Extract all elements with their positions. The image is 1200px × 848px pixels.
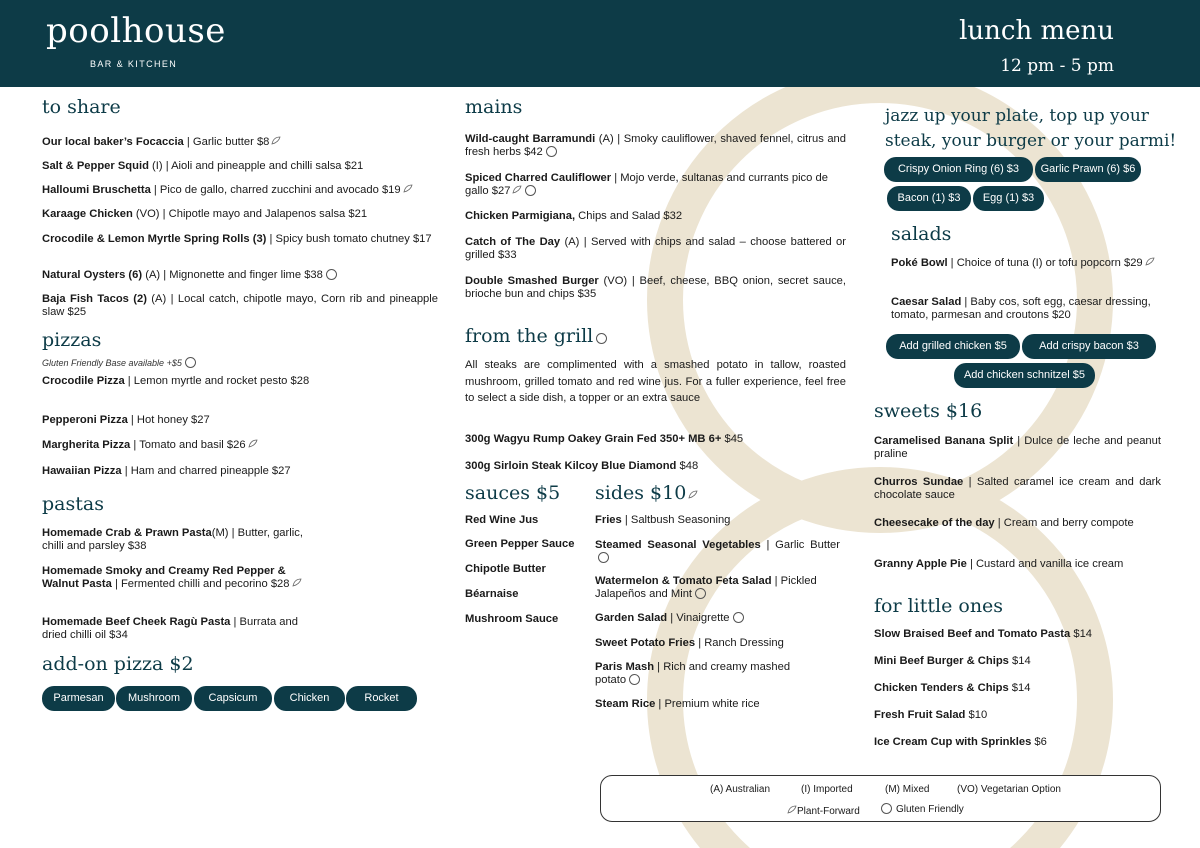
menu-item: Caesar Salad | Baby cos, soft egg, caesar dressing, tomato, parmesan and croutons $20	[891, 296, 1151, 321]
menu-item: Hawaiian Pizza | Ham and charred pineapple $27	[42, 465, 291, 477]
menu-item: Paris Mash | Rich and creamy mashed potato	[595, 661, 791, 686]
menu-item: Salt & Pepper Squid (I) | Aioli and pineapple and chilli salsa $21	[42, 160, 364, 172]
menu-item: Baja Fish Tacos (2) (A) | Local catch, chipotle mayo, Corn rib and pineapple slaw $25	[42, 293, 438, 318]
section-heading-salads: salads	[891, 223, 952, 245]
menu-item: Karaage Chicken (VO) | Chipotle mayo and Jalapenos salsa $21	[42, 208, 368, 220]
legend-gluten-friendly: Gluten Friendly	[878, 803, 964, 815]
menu-item: Chicken Tenders & Chips $14	[874, 682, 1031, 694]
sauce-item: Green Pepper Sauce	[465, 538, 575, 550]
menu-item: Chicken Parmigiana, Chips and Salad $32	[465, 210, 683, 222]
menu-item: Poké Bowl | Choice of tuna (I) or tofu popcorn $29	[891, 257, 1159, 270]
sauce-item: Mushroom Sauce	[465, 613, 559, 625]
menu-item: Homemade Beef Cheek Ragù Pasta | Burrata and dried chilli oil $34	[42, 616, 298, 641]
addon-pizza-option[interactable]: Capsicum	[194, 686, 272, 711]
left-column	[42, 97, 438, 119]
salad-addon-option[interactable]: Add chicken schnitzel $5	[954, 363, 1095, 388]
legend-plant-forward: Plant-Forward	[785, 805, 860, 817]
salad-addon-option[interactable]: Add grilled chicken $5	[886, 334, 1020, 359]
menu-item: Homemade Crab & Prawn Pasta(M) | Butter, garlic, chilli and parsley $38	[42, 527, 303, 552]
menu-item: Our local baker’s Focaccia | Garlic butter $8	[42, 136, 281, 149]
gluten-friendly-icon	[881, 803, 892, 814]
grill-intro: All steaks are complimented with a smashed potato in tallow, roasted mushroom, grilled tomato and red wine jus. For a fuller experience, feel free to select a side dish, a topper or an extra sauce	[465, 359, 846, 404]
gluten-friendly-icon	[598, 552, 609, 563]
plant-forward-icon	[1145, 257, 1155, 266]
section-heading-jazz-up: jazz up your plate, top up your steak, your burger or your parmi!	[885, 106, 1177, 151]
plant-forward-icon	[292, 578, 302, 587]
menu-item: Ice Cream Cup with Sprinkles $6	[874, 736, 1047, 748]
plant-forward-icon	[787, 805, 797, 814]
menu-item: Double Smashed Burger (VO) | Beef, cheese, BBQ onion, secret sauce, brioche bun and chips $35	[465, 275, 846, 300]
gluten-friendly-icon	[596, 333, 607, 344]
menu-item: Slow Braised Beef and Tomato Pasta $14	[874, 628, 1093, 640]
gluten-friendly-icon	[546, 146, 557, 157]
legend-vegetarian-option: (VO) Vegetarian Option	[957, 784, 1061, 795]
pizzas-section	[42, 329, 438, 477]
sides-section	[595, 482, 841, 710]
section-heading-sides: sides $10	[595, 483, 840, 505]
menu-item: Fries | Saltbush Seasoning	[595, 514, 731, 526]
section-heading-little-ones: for little ones	[874, 595, 1004, 617]
addon-pizza-option[interactable]: Rocket	[346, 686, 417, 711]
section-heading-mains: mains	[465, 96, 523, 118]
sauce-item: Béarnaise	[465, 588, 519, 600]
section-heading-sweets: sweets $16	[874, 400, 983, 422]
section-heading-pizzas: pizzas	[42, 329, 102, 351]
plant-forward-icon	[512, 185, 522, 194]
dietary-legend	[600, 775, 1161, 822]
topper-option[interactable]: Garlic Prawn (6) $6	[1035, 157, 1141, 182]
section-heading-from-the-grill: from the grill	[465, 326, 846, 348]
menu-item: Margherita Pizza | Tomato and basil $26	[42, 439, 258, 452]
mains-section	[465, 96, 846, 300]
sauces-section	[465, 482, 585, 625]
topper-option[interactable]: Egg (1) $3	[973, 186, 1044, 211]
plant-forward-icon	[403, 184, 413, 193]
menu-item: Wild-caught Barramundi (A) | Smoky cauliflower, shaved fennel, citrus and fresh herbs $42	[465, 133, 846, 158]
gluten-friendly-icon	[629, 674, 640, 685]
menu-item: Homemade Smoky and Creamy Red Pepper & Walnut Pasta | Fermented chilli and pecorino $28	[42, 565, 304, 591]
menu-item: Churros Sundae | Salted caramel ice cream and dark chocolate sauce	[874, 476, 1161, 501]
gluten-friendly-icon	[185, 357, 196, 368]
plant-forward-icon	[248, 439, 258, 448]
gluten-friendly-icon	[695, 588, 706, 599]
menu-item: Mini Beef Burger & Chips $14	[874, 655, 1031, 667]
menu-item: Spiced Charred Cauliflower | Mojo verde, sultanas and currants pico de gallo $27	[465, 172, 828, 197]
header-bar	[0, 0, 1200, 87]
addon-pizza-section	[42, 654, 438, 676]
sauce-item: Chipotle Butter	[465, 563, 546, 575]
menu-item: Crocodile Pizza | Lemon myrtle and rocket pesto $28	[42, 375, 310, 387]
gluten-friendly-icon	[733, 612, 744, 623]
plant-forward-icon	[271, 136, 281, 145]
legend-imported: (I) Imported	[801, 784, 853, 795]
addon-pizza-option[interactable]: Chicken	[274, 686, 345, 711]
sweets-section	[874, 400, 1161, 570]
logo: poolhouse	[46, 11, 226, 51]
plant-forward-icon	[688, 483, 698, 492]
section-heading-pastas: pastas	[42, 493, 104, 515]
gluten-friendly-base-note: Gluten Friendly Base available +$5	[42, 357, 196, 368]
menu-item: Sweet Potato Fries | Ranch Dressing	[595, 637, 784, 649]
menu-item: Granny Apple Pie | Custard and vanilla ice cream	[874, 558, 1124, 570]
menu-item: Catch of The Day (A) | Served with chips and salad – choose battered or grilled $33	[465, 236, 846, 261]
menu-hours: 12 pm - 5 pm	[1000, 56, 1114, 76]
section-heading-to-share: to share	[42, 96, 121, 118]
menu-title: lunch menu	[959, 16, 1114, 46]
addon-pizza-option[interactable]: Parmesan	[42, 686, 115, 711]
menu-item: Fresh Fruit Salad $10	[874, 709, 988, 721]
grill-section	[465, 325, 846, 472]
menu-item: Caramelised Banana Split | Dulce de leche and peanut praline	[874, 435, 1161, 460]
menu-item: Garden Salad | Vinaigrette	[595, 612, 744, 625]
gluten-friendly-icon	[326, 269, 337, 280]
salads-section	[891, 223, 1159, 321]
salad-addon-option[interactable]: Add crispy bacon $3	[1022, 334, 1156, 359]
section-heading-sauces: sauces $5	[465, 482, 561, 504]
jazz-section	[885, 104, 1185, 154]
menu-item: Watermelon & Tomato Feta Salad | Pickled Jalapeños and Mint	[595, 575, 817, 600]
menu-item: Crocodile & Lemon Myrtle Spring Rolls (3) | Spicy bush tomato chutney $17	[42, 233, 432, 245]
little-ones-section	[874, 595, 1161, 748]
sauce-item: Red Wine Jus	[465, 514, 539, 526]
logo-subtitle: BAR & KITCHEN	[90, 59, 178, 69]
topper-option[interactable]: Bacon (1) $3	[887, 186, 971, 211]
menu-item: Pepperoni Pizza | Hot honey $27	[42, 414, 210, 426]
menu-item: Steamed Seasonal Vegetables | Garlic Butter	[595, 539, 840, 565]
legend-australian: (A) Australian	[710, 784, 771, 795]
menu-item: Halloumi Bruschetta | Pico de gallo, charred zucchini and avocado $19	[42, 184, 413, 197]
menu-item: Natural Oysters (6) (A) | Mignonette and finger lime $38	[42, 269, 337, 282]
menu-item: Steam Rice | Premium white rice	[595, 698, 760, 710]
legend-mixed: (M) Mixed	[885, 784, 930, 795]
topper-option[interactable]: Crispy Onion Ring (6) $3	[884, 157, 1033, 182]
menu-item: 300g Sirloin Steak Kilcoy Blue Diamond $48	[465, 460, 699, 472]
pastas-section	[42, 493, 438, 641]
menu-item: 300g Wagyu Rump Oakey Grain Fed 350+ MB 6+ $45	[465, 433, 744, 445]
section-heading-addon-pizza: add-on pizza $2	[42, 653, 194, 675]
menu-item: Cheesecake of the day | Cream and berry compote	[874, 517, 1134, 529]
addon-pizza-option[interactable]: Mushroom	[116, 686, 192, 711]
gluten-friendly-icon	[525, 185, 536, 196]
